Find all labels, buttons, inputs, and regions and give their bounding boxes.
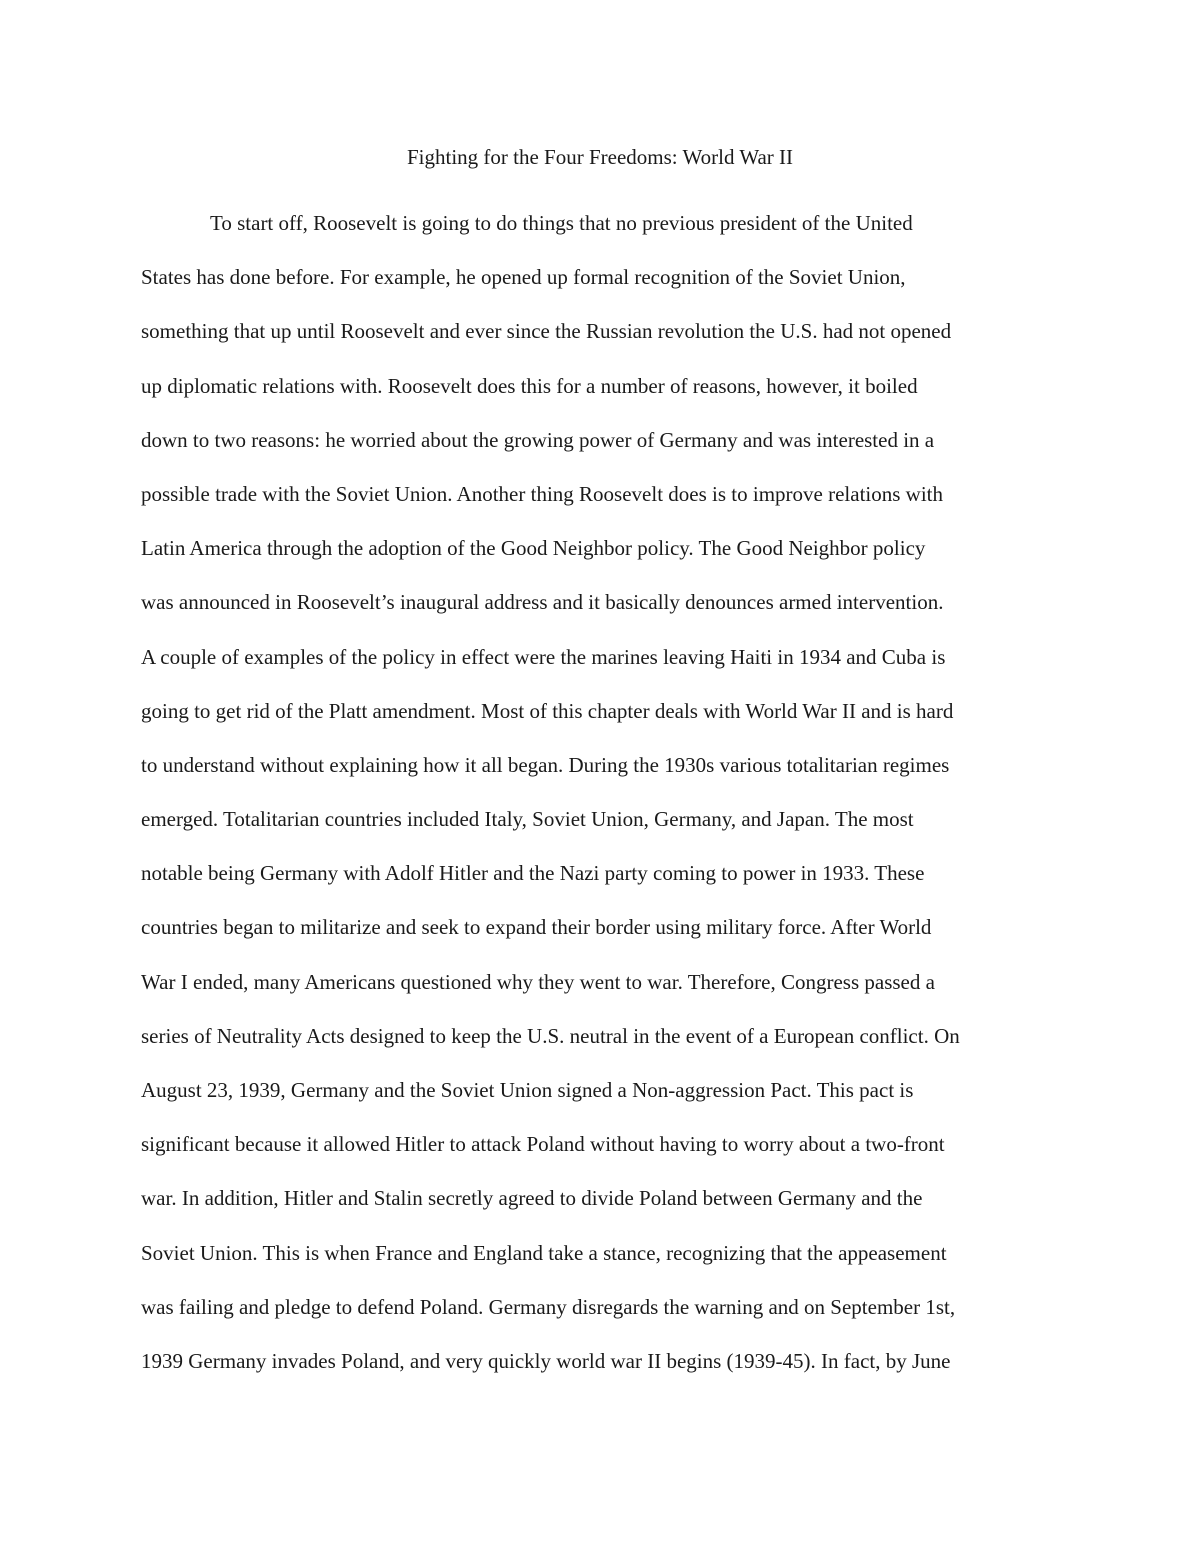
text-line: up diplomatic relations with. Roosevelt does this for a number of reasons, however, it boiled — [141, 373, 918, 398]
text-line: A couple of examples of the policy in effect were the marines leaving Haiti in 1934 and Cuba is — [141, 644, 946, 669]
text-line: Latin America through the adoption of the Good Neighbor policy. The Good Neighbor policy — [141, 536, 926, 561]
text-line: was failing and pledge to defend Poland. Germany disregards the warning and on September 1st, — [141, 1294, 956, 1319]
text-line: something that up until Roosevelt and ever since the Russian revolution the U.S. had not opened — [141, 319, 952, 344]
document-body — [141, 196, 1071, 1388]
text-line: war. In addition, Hitler and Stalin secretly agreed to divide Poland between Germany and the — [141, 1186, 923, 1211]
text-line: was announced in Roosevelt’s inaugural address and it basically denounces armed intervention. — [141, 590, 944, 615]
text-line: 1939 Germany invades Poland, and very quickly world war II begins (1939-45). In fact, by June — [141, 1348, 951, 1373]
text-line: possible trade with the Soviet Union. Another thing Roosevelt does is to improve relations with — [141, 481, 943, 506]
document-title: Fighting for the Four Freedoms: World War II — [406, 145, 794, 169]
text-line: emerged. Totalitarian countries included Italy, Soviet Union, Germany, and Japan. The most — [141, 807, 914, 832]
text-line: to understand without explaining how it all began. During the 1930s various totalitarian regimes — [141, 752, 950, 777]
text-line: significant because it allowed Hitler to attack Poland without having to worry about a two-front — [141, 1132, 945, 1157]
text-line: notable being Germany with Adolf Hitler and the Nazi party coming to power in 1933. These — [141, 861, 925, 886]
text-line: Soviet Union. This is when France and England take a stance, recognizing that the appeasement — [141, 1240, 947, 1265]
text-line: States has done before. For example, he opened up formal recognition of the Soviet Union, — [141, 265, 906, 290]
text-line: series of Neutrality Acts designed to keep the U.S. neutral in the event of a European conflict. On — [141, 1023, 960, 1048]
text-line: To start off, Roosevelt is going to do things that no previous president of the United — [210, 211, 913, 235]
text-line: going to get rid of the Platt amendment. Most of this chapter deals with World War II and is hard — [141, 698, 954, 723]
text-line: countries began to militarize and seek to expand their border using military force. After World — [141, 915, 932, 940]
text-line: August 23, 1939, Germany and the Soviet Union signed a Non-aggression Pact. This pact is — [141, 1078, 914, 1102]
text-line: down to two reasons: he worried about the growing power of Germany and was interested in a — [141, 427, 935, 452]
text-line: War I ended, many Americans questioned why they went to war. Therefore, Congress passed a — [141, 969, 935, 994]
